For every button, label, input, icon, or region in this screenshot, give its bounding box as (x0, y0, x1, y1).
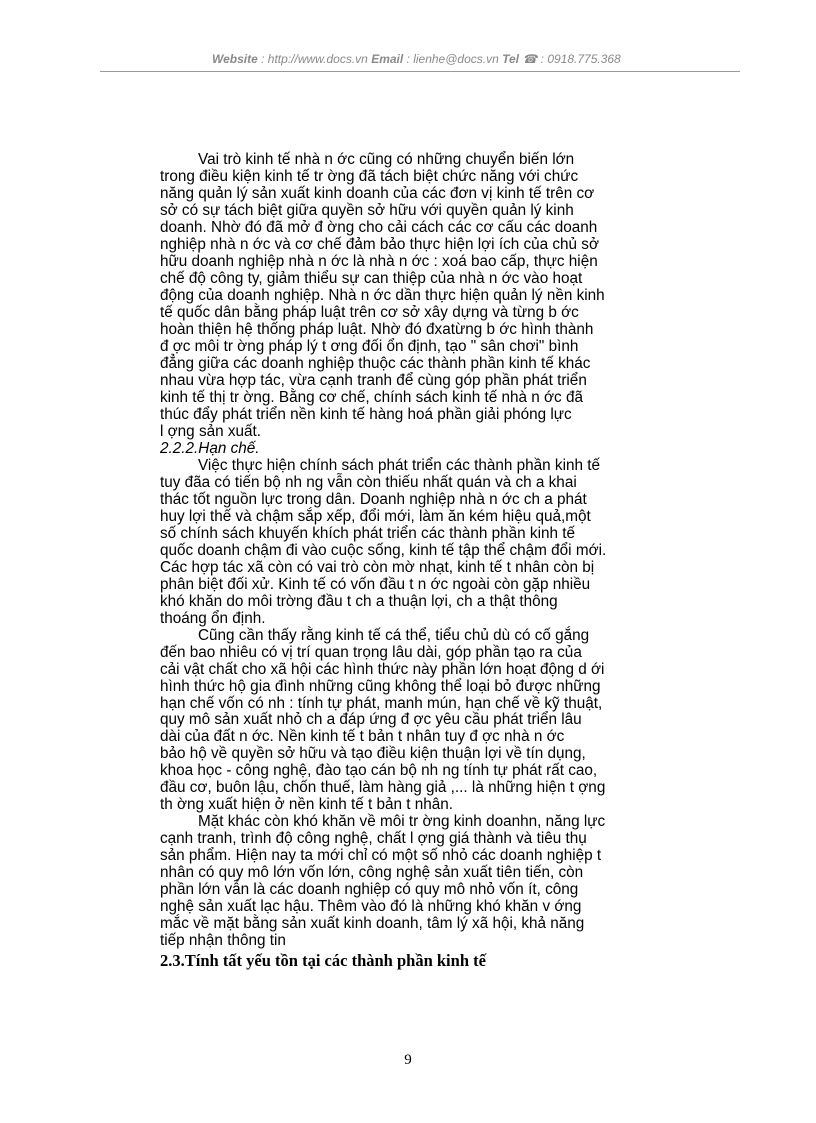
subheading: 2.2.2.Hạn chế. (160, 439, 260, 457)
body-text (160, 151, 738, 970)
paragraph-1: Vai trò kinh tế nhà n ớc cũng có những chuyển biến lớn trong điều kiện kinh tế tr ờng đã tách biệt chức năng với chức năng quản lý sản xuất kinh doanh của các đơn vị kinh tế trên cơ sở có sự tách biệt giữa quyền sở hữu với quyền quản lý kinh doanh. Nhờ đó đã mở đ ờng cho cải cách các cơ cấu các doanh nghiệp nhà n ớc và cơ chế đảm bảo thực hiện lợi ích của chủ sở hữu doanh nghiệp nhà n ớc là nhà n ớc : xoá bao cấp, thực hiện chế độ công ty, giảm thiểu sự can thiệp của nhà n ớc vào hoạt động của doanh nghiệp. Nhà n ớc dần thực hiện quản lý nền kinh tế quốc dân bằng pháp luật trên cơ sở xây dựng và từng b ớc hoàn thiện hệ thống pháp luật. Nhờ đó đxatừng b ớc hình thành đ ợc môi tr ờng pháp lý t ơng đối ổn định, tạo " sân chơi" bình đẳng giữa các doanh nghiệp thuộc các thành phần kinh tế khác nhau vừa hợp tác, vừa cạnh tranh để cùng góp phần phát triển kinh tế thị tr ờng. Bằng cơ chế, chính sách kinh tế nhà n ớc đã thúc đẩy phát triển nền kinh tế hàng hoá phần giải phóng lực l ợng sản xuất. (160, 151, 605, 440)
paragraph-3: Cũng cần thấy rằng kinh tế cá thể, tiểu chủ dù có cố gắng đến bao nhiêu có vị trí quan trọng lâu dài, góp phần tạo ra của cải vật chất cho xã hội các hình thức này phần lớn hoạt động d ới hình thức hộ gia đình những cũng không thể loại bỏ được những hạn chế vốn có nh : tính tự phát, manh mún, hạn chế về kỹ thuật, quy mô sản xuất nhỏ ch a đáp ứng đ ợc yêu cầu phát triển lâu dài của đất n ớc. Nền kinh tế t bản t nhân tuy đ ợc nhà n ớc bảo hộ về quyền sở hữu và tạo điều kiện thuận lợi về tín dụng, khoa học - công nghệ, đào tạo cán bộ nh ng tính tự phát rất cao, đầu cơ, buôn lậu, chốn thuế, làm hàng giả ,... là những hiện t ợng th ờng xuất hiện ở nền kinh tế t bản t nhân. (160, 626, 606, 814)
section-title: 2.3.Tính tất yếu tồn tại các thành phần kinh tế (160, 951, 486, 971)
email-value: : lienhe@docs.vn (403, 52, 503, 66)
page-number: 9 (404, 1052, 412, 1068)
website-label: Website (212, 52, 258, 66)
paragraph-2: Việc thực hiện chính sách phát triển các thành phần kinh tế tuy đãa có tiến bộ nh ng vẫn còn thiếu nhất quán và ch a khai thác tốt nguồn lực trong dân. Doanh nghiệp nhà n ớc ch a phát huy lợi thế và chậm sắp xếp, đổi mới, làm ăn kém hiệu quả,một số chính sách khuyến khích phát triển các thành phần kinh tế quốc doanh chậm đi vào cuộc sống, kinh tế tập thể chậm đổi mới. Các hợp tác xã còn có vai trò còn mờ nhạt, kinh tế t nhân còn bị phân biệt đối xử. Kinh tế có vốn đầu t n ớc ngoài còn gặp nhiều khó khăn do môi trờng đầu t ch a thuận lợi, ch a thật thông thoáng ổn định. (160, 456, 607, 627)
telephone-icon: ☎ (522, 52, 538, 66)
website-value: : http://www.docs.vn (257, 52, 372, 66)
page-header (212, 52, 621, 66)
header-rule (100, 71, 740, 72)
tel-value: : 0918.775.368 (537, 52, 621, 66)
tel-label: Tel (502, 52, 520, 66)
email-label: Email (371, 52, 404, 66)
paragraph-4: Mặt khác còn khó khăn về môi tr ờng kinh doanhn, năng lực cạnh tranh, trình độ công nghệ, chất l ợng giá thành và tiêu thụ sản phẩm. Hiện nay ta mới chỉ có một số nhỏ các doanh nghiệp t nhân có quy mô lớn vốn lớn, công nghệ sản xuất tiên tiến, còn phần lớn vẫn là các doanh nghiệp có quy mô nhỏ vốn ít, công nghệ sản xuất lạc hậu. Thêm vào đó là những khó khăn v ớng mắc về mặt bằng sản xuất kinh doanh, tâm lý xã hội, khả năng tiếp nhận thông tin (160, 813, 606, 950)
